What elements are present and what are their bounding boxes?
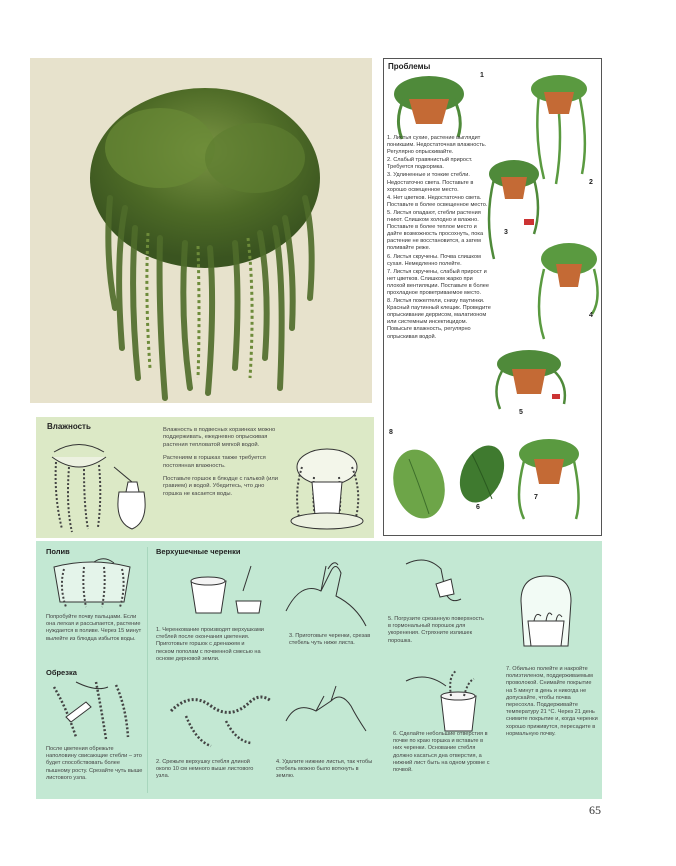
figure-number-7: 7 [534,494,538,501]
humidity-paragraph: Растениям в горшках также требуется постоянная влажность. [163,455,266,469]
humidity-paragraph: Влажность в подвесных корзинках можно поддерживать, ежедневно опрыскивая растения тепловатой мягкой водой. [163,427,276,448]
watering-text: Попробуйте почву пальцами. Если она легкая и рассыпается, растение нуждается в поливе. Через 15 минут вылейте из блюдца избыток воды. [46,614,142,642]
humidity-paragraph: Поставьте горшок в блюдце с галькой (или гравием) и водой. Убедитесь, что дно горшка не касается воды. [163,476,279,497]
step4-remove-leaves-illustration [276,671,376,751]
problems-panel [383,58,602,536]
figure-number-2: 2 [589,179,593,186]
watering-title: Полив [46,547,70,556]
cutting-step-7: 7. Обильно полейте и накройте полиэтиленом, поддерживаемым проволокой. Снимайте покрытие на 5 минут в день и никогда не допускайте, чтобы почва пересохла. Поддерживайте температуру 21 °С. Через 21 день снимите покрытие и, когда черенки хорошо приживутся, пересадите в нормальную почву. [506,666,598,737]
problem-item: 6. Листья скручены. Почва слишком сухая. Немедленно полейте. [387,253,481,267]
figure-number-5: 5 [519,409,523,416]
cutting-step-6: 6. Сделайте небольшие отверстия в почве по краю горшка и вставьте в них черенки. Основание стебля должно касаться дна отверстия, а нижний лист быть на одном уровне с почвой. [393,731,490,774]
step2-cut-stem-illustration [166,681,276,751]
figure-number-8: 8 [389,429,393,436]
problems-title: Проблемы [388,62,431,71]
problem-item: 2. Слабый травянистый прирост. Требуется подкормка. [387,157,473,171]
step7-covered-pot-illustration [506,571,586,651]
figure-number-3: 3 [504,229,508,236]
cutting-step-4: 4. Удалите нижние листья, так чтобы стебель можно было воткнуть в землю. [276,759,373,780]
page-number: 65 [589,803,601,817]
pruning-text: После цветения обрежьте наполовину свисающие стебли – это будет способствовать более пышному росту. Срезайте чуть выше листового узла. [46,746,143,781]
humidity-title: Влажность [47,422,91,431]
figure-number-1: 1 [480,72,484,79]
care-instructions-panel [36,541,602,799]
humidity-text [163,427,281,504]
problem-plant-7 [519,439,579,519]
column-divider [147,547,148,793]
watering-illustration [44,557,142,612]
step3-hands-illustration [276,551,376,631]
hanging-plant-image [30,58,372,403]
problem-item: 3. Удлиненные и тонкие стебли. Недостаточно света. Поставьте в хорошо освещенное место. [387,172,474,193]
cutting-step-3: 3. Приготовьте черенки, срезав стебель чуть ниже листа. [289,633,371,647]
problem-plant-4 [539,243,598,339]
humidity-panel [36,417,374,538]
pruning-title: Обрезка [46,668,77,677]
problem-item: 7. Листья скручены, слабый прирост и нет цветков. Слишком жарко при плохой вентиляции. Поставьте в более прохладное проветриваемое место. [387,268,489,296]
problem-plant-3 [489,160,539,259]
cuttings-title: Верхушечные черенки [156,547,241,556]
step6-insert-cuttings-illustration [396,661,496,736]
cutting-step-5: 5. Погрузите срезанную поверхность в гормональный порошок для укоренения. Стряхните излишек порошка. [388,616,484,644]
pebble-tray-illustration [284,437,370,535]
problem-item: 1. Листья сухие, растение выглядит поникшим. Недостаточная влажность. Регулярно опрыскивайте. [387,135,487,156]
problem-item: 8. Листья пожелтели, снизу паутинки. Красный паутинный клещик. Проведите опрыскивание деррисом, малатионом или системным инсектицидом. Повысьте влажность, регулярно опрыскивая водой. [387,298,491,340]
problem-leaves-6 [386,438,513,524]
problem-plant-1 [394,76,464,139]
problem-item: 5. Листья опадают, стебли растения гниют. Слишком холодно и влажно. Поставьте в более теплое место и дайте возможность просохнуть, пока растение не восстановится, а затем поливайте реже. [387,209,484,252]
hanging-plant-photo [30,58,372,403]
figure-number-6: 6 [476,504,480,511]
problem-plant-2 [531,75,587,184]
figure-number-4: 4 [589,312,593,319]
problems-list [387,135,491,342]
spraying-basket-illustration [44,437,156,535]
cutting-step-2: 2. Срежьте верхушку стебля длиной около 10 см немного выше листового узла. [156,759,254,780]
pruning-illustration [46,677,142,743]
cutting-step-1: 1. Черенкование производят верхушками стеблей после окончания цветения. Приготовьте горшок с дренажем и песком пополам с почвенной смесью на основе дерновой земли. [156,627,264,662]
problem-plant-5 [496,350,564,409]
step1-pot-illustration [181,561,271,616]
step5-powder-illustration [396,549,486,609]
problem-item: 4. Нет цветков. Недостаточно света. Поставьте в более освещенное место. [387,194,488,208]
